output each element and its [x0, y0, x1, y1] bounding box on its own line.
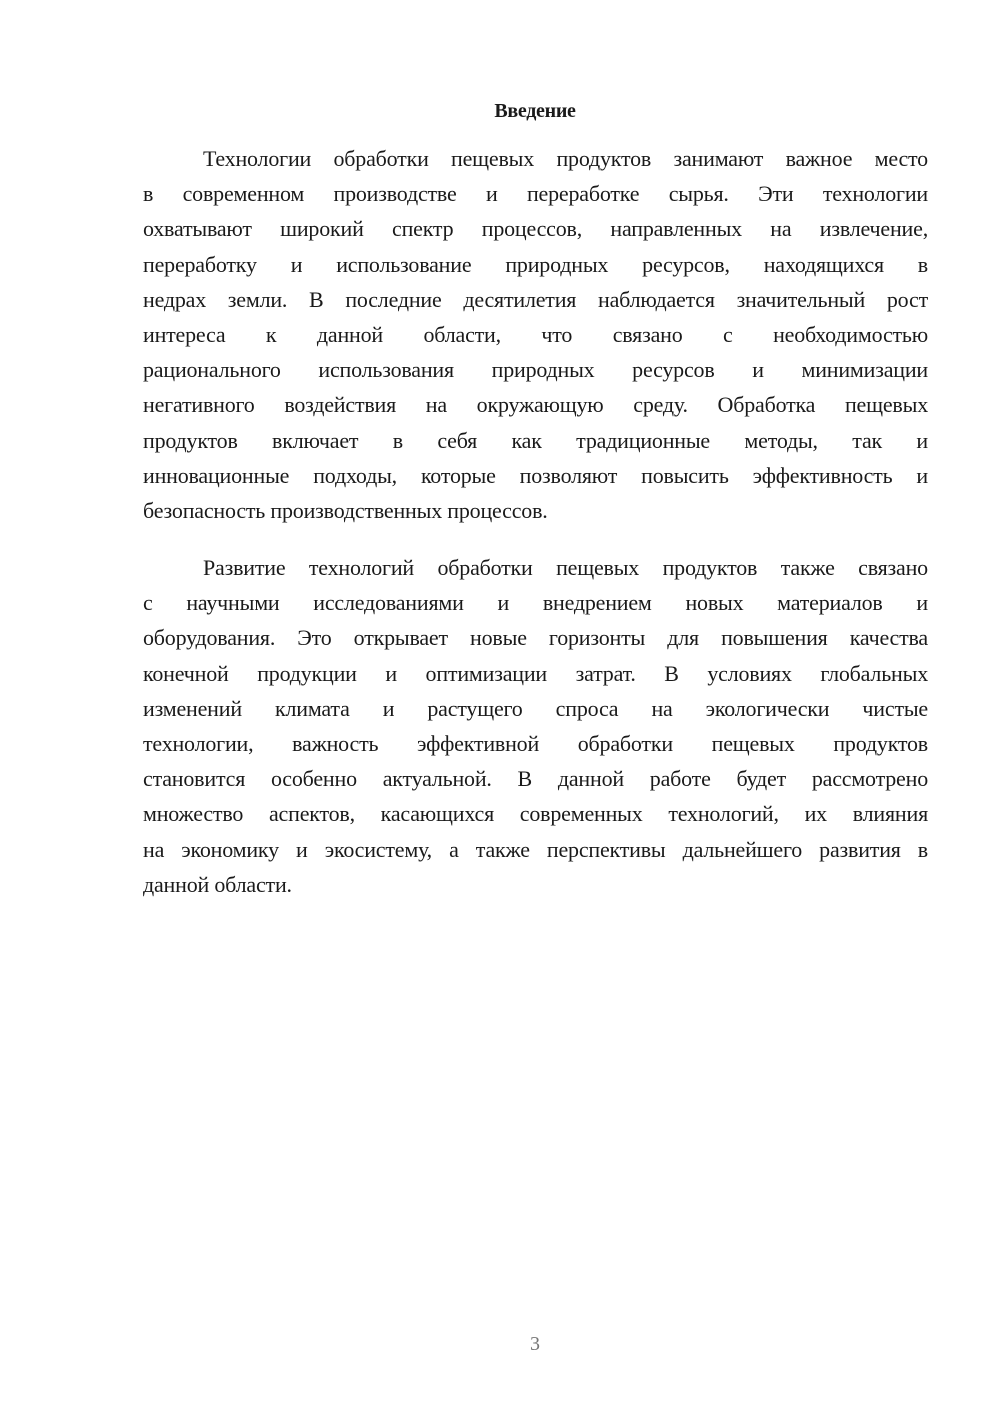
- text-line: технологии, важность эффективной обработки пещевых продуктов: [143, 730, 928, 756]
- text-line: множество аспектов, касающихся современных технологий, их влияния: [143, 801, 928, 827]
- text-line: безопасность производственных процессов.: [143, 497, 548, 523]
- text-line: Развитие технологий обработки пещевых продуктов также связано: [203, 555, 928, 580]
- paragraph-2: [143, 550, 928, 902]
- text-line: инновационные подходы, которые позволяют повысить эффективность и: [143, 462, 928, 488]
- text-line: на экономику и экосистему, а также перспективы дальнейшего развития в: [143, 836, 928, 862]
- text-line: в современном производстве и переработке сырья. Эти технологии: [143, 181, 928, 207]
- text-line: становится особенно актуальной. В данной работе будет рассмотрено: [143, 766, 928, 792]
- page-number: 3: [530, 1333, 540, 1355]
- text-line: Технологии обработки пещевых продуктов занимают важное место: [203, 146, 928, 171]
- text-line: интереса к данной области, что связано с необходимостью: [143, 321, 928, 347]
- text-line: продуктов включает в себя как традиционные методы, так и: [143, 427, 928, 453]
- text-line: с научными исследованиями и внедрением новых материалов и: [143, 590, 928, 616]
- text-line: оборудования. Это открывает новые горизонты для повышения качества: [143, 625, 928, 651]
- text-line: негативного воздействия на окружающую среду. Обработка пещевых: [143, 392, 928, 418]
- text-line: изменений климата и растущего спроса на экологически чистые: [143, 695, 928, 721]
- text-line: рационального использования природных ресурсов и минимизации: [143, 357, 928, 383]
- text-line: охватывают широкий спектр процессов, направленных на извлечение,: [143, 216, 928, 242]
- paragraph-1: [143, 141, 928, 528]
- text-line: конечной продукции и оптимизации затрат. В условиях глобальных: [143, 660, 928, 686]
- text-line: недрах земли. В последние десятилетия наблюдается значительный рост: [143, 286, 928, 312]
- text-line: переработку и использование природных ресурсов, находящихся в: [143, 251, 928, 277]
- text-line: данной области.: [143, 871, 292, 897]
- section-heading: Введение: [494, 100, 576, 122]
